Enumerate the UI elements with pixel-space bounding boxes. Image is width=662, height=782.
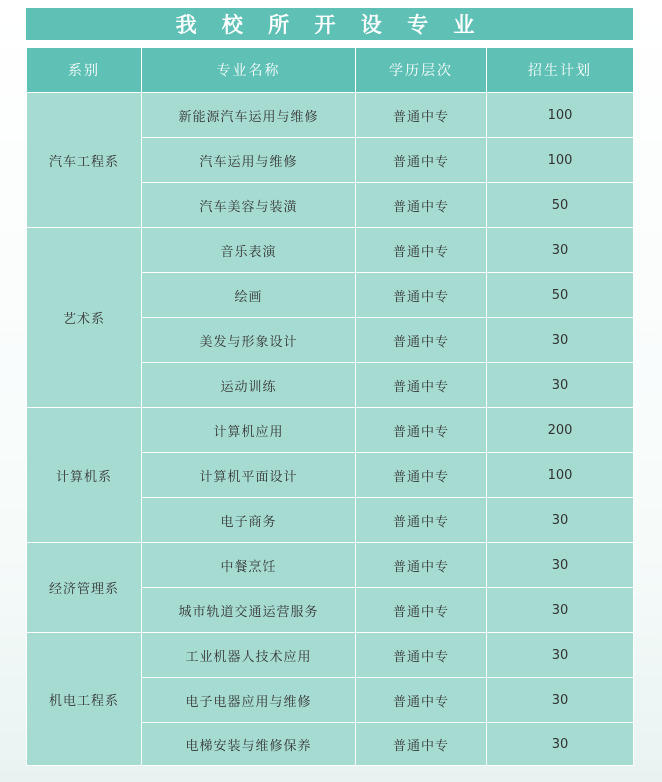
header-row	[27, 48, 634, 93]
plan-cell: 30	[487, 543, 634, 588]
major-cell: 工业机器人技术应用	[142, 633, 356, 678]
header-plan: 招生计划	[487, 48, 634, 93]
plan-cell: 30	[487, 723, 634, 766]
major-cell: 汽车美容与装潢	[142, 183, 356, 228]
level-cell: 普通中专	[356, 723, 487, 766]
major-cell: 新能源汽车运用与维修	[142, 93, 356, 138]
level-cell: 普通中专	[356, 138, 487, 183]
level-cell: 普通中专	[356, 498, 487, 543]
level-cell: 普通中专	[356, 633, 487, 678]
major-cell: 电子商务	[142, 498, 356, 543]
level-cell: 普通中专	[356, 183, 487, 228]
level-cell: 普通中专	[356, 678, 487, 723]
department-cell: 计算机系	[27, 408, 142, 543]
major-cell: 绘画	[142, 273, 356, 318]
table-row	[27, 633, 634, 678]
major-cell: 中餐烹饪	[142, 543, 356, 588]
major-cell: 计算机平面设计	[142, 453, 356, 498]
major-cell: 运动训练	[142, 363, 356, 408]
plan-cell: 30	[487, 318, 634, 363]
department-cell: 汽车工程系	[27, 93, 142, 228]
table-row	[27, 408, 634, 453]
major-cell: 电子电器应用与维修	[142, 678, 356, 723]
level-cell: 普通中专	[356, 318, 487, 363]
plan-cell: 100	[487, 138, 634, 183]
plan-cell: 30	[487, 588, 634, 633]
plan-cell: 50	[487, 183, 634, 228]
plan-cell: 50	[487, 273, 634, 318]
plan-cell: 30	[487, 228, 634, 273]
majors-table	[26, 48, 634, 766]
level-cell: 普通中专	[356, 228, 487, 273]
header-level: 学历层次	[356, 48, 487, 93]
plan-cell: 30	[487, 678, 634, 723]
major-cell: 音乐表演	[142, 228, 356, 273]
plan-cell: 30	[487, 498, 634, 543]
department-cell: 艺术系	[27, 228, 142, 408]
department-cell: 经济管理系	[27, 543, 142, 633]
table-row	[27, 543, 634, 588]
department-cell: 机电工程系	[27, 633, 142, 766]
level-cell: 普通中专	[356, 93, 487, 138]
major-cell: 汽车运用与维修	[142, 138, 356, 183]
level-cell: 普通中专	[356, 408, 487, 453]
plan-cell: 30	[487, 633, 634, 678]
page-title: 我 校 所 开 设 专 业	[175, 12, 484, 37]
level-cell: 普通中专	[356, 588, 487, 633]
major-cell: 城市轨道交通运营服务	[142, 588, 356, 633]
plan-cell: 200	[487, 408, 634, 453]
plan-cell: 30	[487, 363, 634, 408]
major-cell: 计算机应用	[142, 408, 356, 453]
level-cell: 普通中专	[356, 273, 487, 318]
plan-cell: 100	[487, 453, 634, 498]
table-row	[27, 228, 634, 273]
level-cell: 普通中专	[356, 543, 487, 588]
majors-body	[27, 93, 634, 766]
header-major: 专业名称	[142, 48, 356, 93]
level-cell: 普通中专	[356, 453, 487, 498]
major-cell: 美发与形象设计	[142, 318, 356, 363]
title-bar	[26, 8, 633, 40]
major-cell: 电梯安装与维修保养	[142, 723, 356, 766]
header-department: 系别	[27, 48, 142, 93]
level-cell: 普通中专	[356, 363, 487, 408]
table-row	[27, 93, 634, 138]
plan-cell: 100	[487, 93, 634, 138]
